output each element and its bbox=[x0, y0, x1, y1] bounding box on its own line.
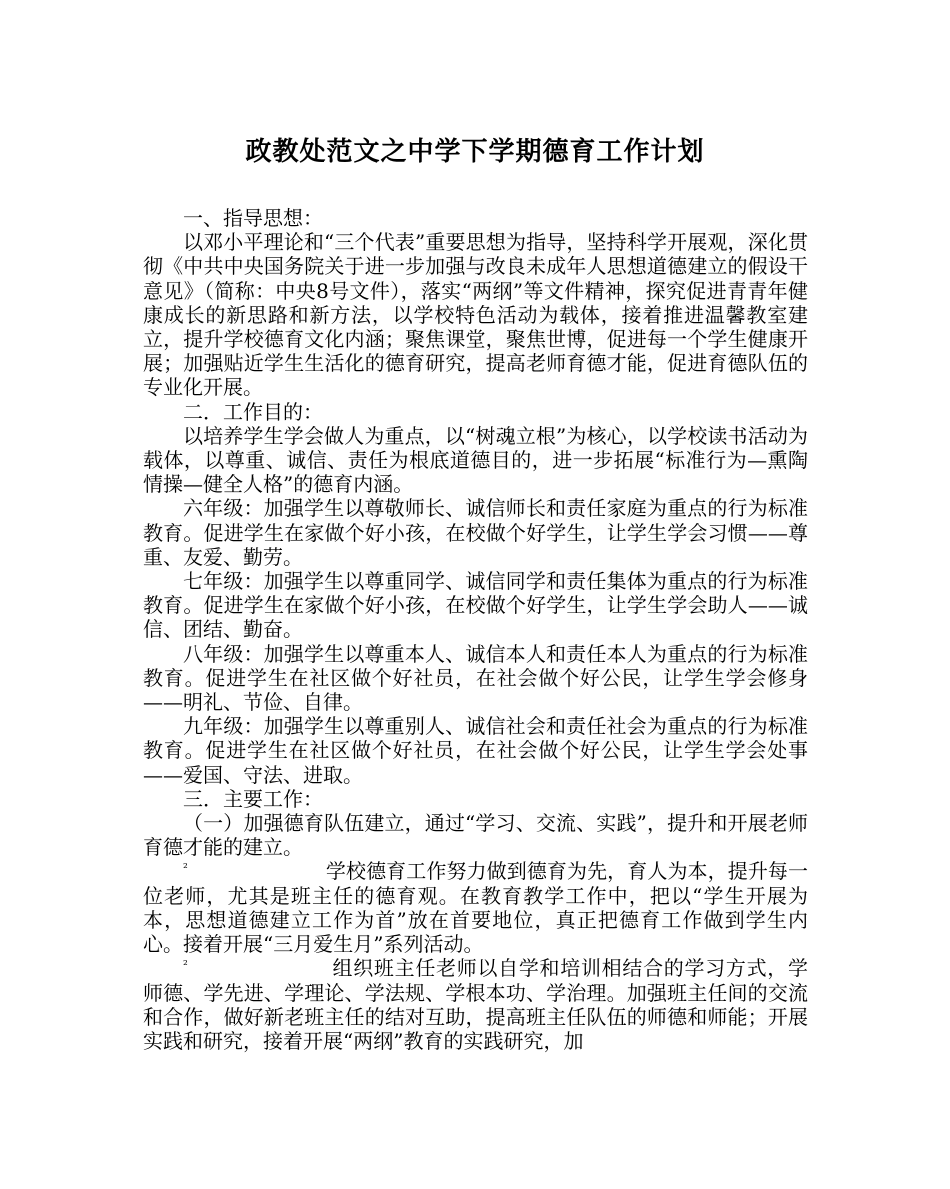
section-heading-main-work: 三．主要工作： bbox=[183, 786, 323, 811]
bullet-paragraph-text: 学校德育工作努力做到德育为先，育人为本，提升每一位老师，尤其是班主任的德育观。在教育教学工作中，把以“学生开展为本，思想道德建立工作为首”放在首要地位，真正把德育工作做到学生内心。接着开展“三月爱生月”系列活动。 bbox=[143, 859, 808, 957]
section-heading-guiding-ideology: 一、指导思想： bbox=[183, 206, 323, 230]
bullet-paragraph-moral-education bbox=[143, 859, 808, 956]
paragraph-grade-nine: 九年级：加强学生以尊重别人、诚信社会和责任社会为重点的行为标准教育。促进学生在社区做个好社员，在社会做个好公民，让学生学会处事——爱国、守法、进取。 bbox=[143, 714, 808, 787]
paragraph-grade-eight: 八年级：加强学生以尊重本人、诚信本人和责任本人为重点的行为标准教育。促进学生在社区做个好社员，在社会做个好公民，让学生学会修身——明礼、节俭、自律。 bbox=[143, 641, 808, 715]
bullet-mark: ² bbox=[183, 861, 188, 876]
paragraph-grade-six: 六年级：加强学生以尊敬师长、诚信师长和责任家庭为重点的行为标准教育。促进学生在家做个好小孩，在校做个好学生，让学生学会习惯——尊重、友爱、勤劳。 bbox=[143, 496, 808, 569]
paragraph-work-goals: 以培养学生学会做人为重点，以“树魂立根”为核心，以学校读书活动为载体，以尊重、诚信、责任为根底道德目的，进一步拓展“标准行为—熏陶情操—健全人格”的德育内涵。 bbox=[143, 423, 808, 497]
section-heading-work-goals: 二．工作目的： bbox=[183, 399, 323, 424]
paragraph-subsection-one: （一）加强德育队伍建立，通过“学习、交流、实践”，提升和开展老师育德才能的建立。 bbox=[143, 811, 808, 860]
paragraph-grade-seven: 七年级：加强学生以尊重同学、诚信同学和责任集体为重点的行为标准教育。促进学生在家做个好小孩，在校做个好学生，让学生学会助人——诚信、团结、勤奋。 bbox=[143, 569, 808, 642]
bullet-mark: ² bbox=[183, 958, 188, 973]
bullet-paragraph-teacher-training bbox=[143, 956, 808, 1053]
bullet-paragraph-text: 组织班主任老师以自学和培训相结合的学习方式，学师德、学先进、学理论、学法规、学根本功、学治理。加强班主任间的交流和合作，做好新老班主任的结对互助，提高班主任队伍的师德和师能；开展实践和研究，接着开展“两纲”教育的实践研究，加 bbox=[143, 956, 808, 1053]
paragraph-guiding-ideology: 以邓小平理论和“三个代表”重要思想为指导，坚持科学开展观，深化贯彻《中共中央国务院关于进一步加强与改良未成年人思想道德建立的假设干意见》（简称：中央8号文件），落实“两纲”等文件精神，探究促进青青年健康成长的新思路和新方法，以学校特色活动为载体，接着推进温馨教室建立，提升学校德育文化内涵；聚焦课堂，聚焦世博，促进每一个学生健康开展；加强贴近学生生活化的德育研究，提高老师育德才能，促进育德队伍的专业化开展。 bbox=[143, 230, 808, 400]
document-title: 政教处范文之中学下学期德育工作计划 bbox=[245, 137, 705, 167]
document-body bbox=[143, 206, 808, 1053]
